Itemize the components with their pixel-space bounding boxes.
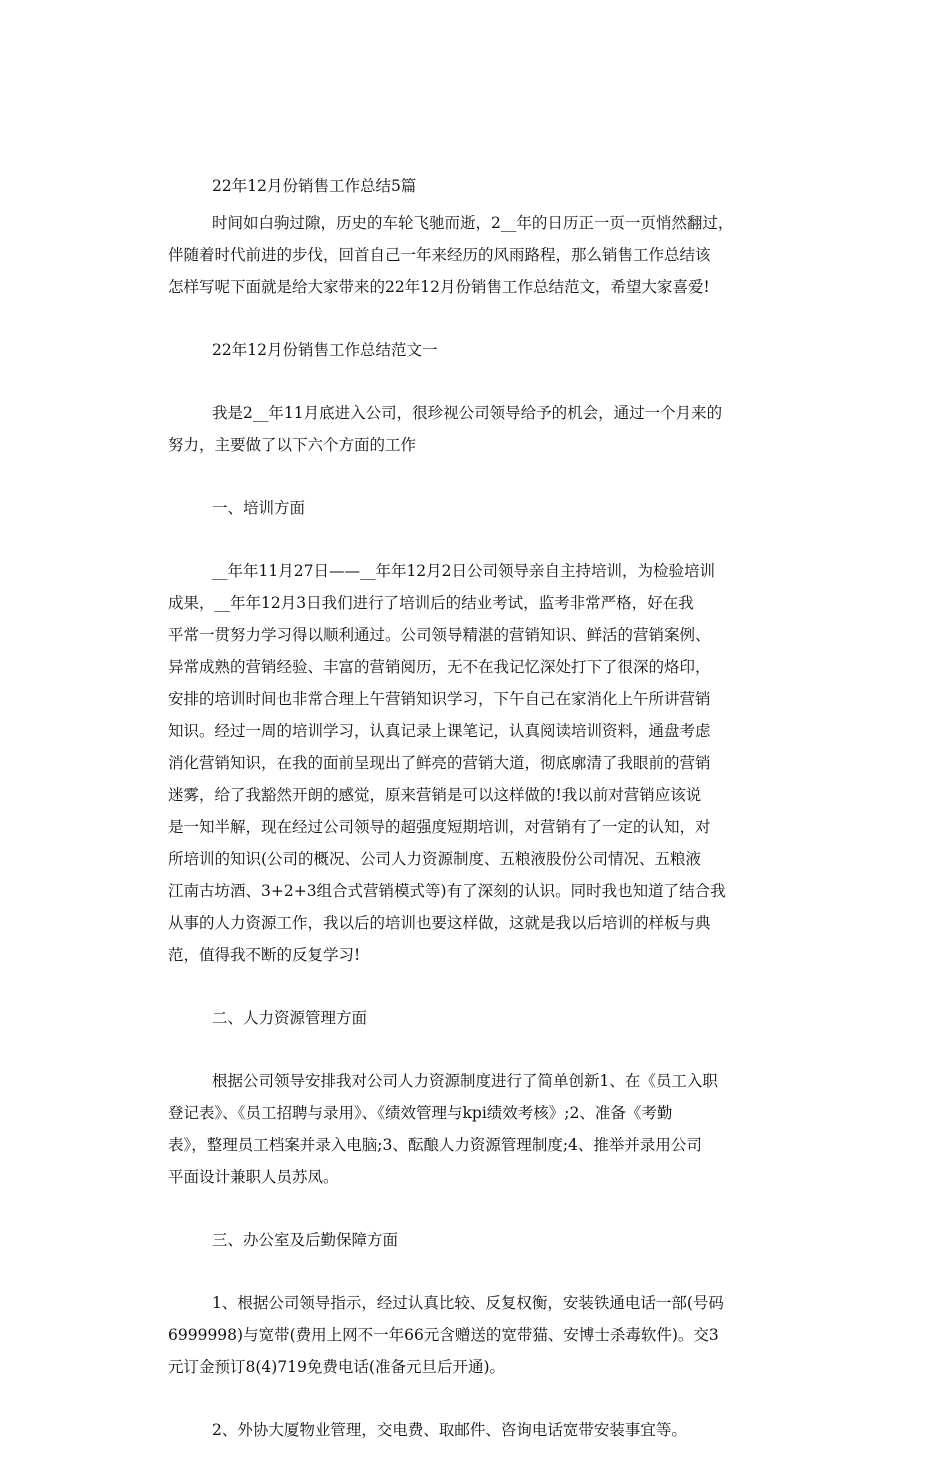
text-line: 知识。经过一周的培训学习，认真记录上课笔记，认真阅读培训资料，通盘考虑 [168, 722, 711, 740]
intro-paragraph [168, 207, 784, 303]
training-paragraph [168, 555, 784, 971]
text-line: 我是2__年11月底进入公司，很珍视公司领导给予的机会，通过一个月来的 [212, 404, 723, 422]
text-line: 消化营销知识，在我的面前呈现出了鲜亮的营销大道，彻底廓清了我眼前的营销 [168, 754, 711, 772]
text-line: 异常成熟的营销经验、丰富的营销阅历，无不在我记忆深处打下了很深的烙印， [168, 658, 711, 676]
document-body [168, 170, 784, 1477]
text-line: 从事的人力资源工作，我以后的培训也要这样做，这就是我以后培训的样板与典 [168, 914, 711, 932]
section-heading-training [168, 492, 784, 524]
subtitle-text: 22年12月份销售工作总结范文一 [212, 341, 438, 359]
heading-text: 三、办公室及后勤保障方面 [212, 1231, 399, 1249]
text-line: 迷雾，给了我豁然开朗的感觉，原来营销是可以这样做的!我以前对营销应该说 [168, 786, 702, 804]
heading-text: 二、人力资源管理方面 [212, 1009, 368, 1027]
text-line: 平常一贯努力学习得以顺利通过。公司领导精湛的营销知识、鲜活的营销案例、 [168, 626, 711, 644]
text-line: 安排的培训时间也非常合理上午营销知识学习，下午自己在家消化上午所讲营销 [168, 690, 711, 708]
office-paragraph-1 [168, 1287, 784, 1383]
text-line: 时间如白驹过隙，历史的车轮飞驰而逝，2__年的日历正一页一页悄然翻过， [212, 214, 734, 232]
text-line: 根据公司领导安排我对公司人力资源制度进行了简单创新1、在《员工入职 [212, 1072, 718, 1090]
document-title: 22年12月份销售工作总结5篇 [212, 177, 417, 195]
text-line: 努力，主要做了以下六个方面的工作 [168, 436, 417, 454]
text-line: 2、外协大厦物业管理，交电费、取邮件、咨询电话宽带安装事宜等。 [212, 1421, 687, 1439]
text-line: 表》，整理员工档案并录入电脑;3、酝酿人力资源管理制度;4、推举并录用公司 [168, 1136, 702, 1154]
heading-text: 一、培训方面 [212, 499, 306, 517]
text-line: 怎样写呢下面就是给大家带来的22年12月份销售工作总结范文，希望大家喜爱! [168, 278, 710, 296]
office-paragraph-2 [168, 1414, 784, 1446]
text-line: 6999998)与宽带(费用上网不一年66元含赠送的宽带猫、安博士杀毒软件)。交3 [168, 1326, 719, 1344]
text-line: 平面设计兼职人员苏凤。 [168, 1168, 339, 1186]
text-line: 1、根据公司领导指示，经过认真比较、反复权衡，安装铁通电话一部(号码 [212, 1294, 724, 1312]
text-line: 范，值得我不断的反复学习! [168, 946, 361, 964]
opening-paragraph [168, 397, 784, 461]
hr-paragraph [168, 1065, 784, 1193]
text-line: __年年11月27日——__年年12月2日公司领导亲自主持培训，为检验培训 [212, 562, 716, 580]
text-line: 成果，__年年12月3日我们进行了培训后的结业考试，监考非常严格，好在我 [168, 594, 694, 612]
text-line: 登记表》、《员工招聘与录用》、《绩效管理与kpi绩效考核》;2、准备《考勤 [168, 1104, 673, 1122]
text-line: 元订金预订8(4)719免费电话(准备元旦后开通)。 [168, 1358, 505, 1376]
section-subtitle [168, 334, 784, 366]
section-heading-office [168, 1224, 784, 1256]
text-line: 江南古坊酒、3+2+3组合式营销模式等)有了深刻的认识。同时我也知道了结合我 [168, 882, 726, 900]
text-line: 所培训的知识(公司的概况、公司人力资源制度、五粮液股份公司情况、五粮液 [168, 850, 702, 868]
text-line: 伴随着时代前进的步伐，回首自己一年来经历的风雨路程，那么销售工作总结该 [168, 246, 711, 264]
section-heading-hr [168, 1002, 784, 1034]
text-line: 是一知半解，现在经过公司领导的超强度短期培训，对营销有了一定的认知，对 [168, 818, 711, 836]
